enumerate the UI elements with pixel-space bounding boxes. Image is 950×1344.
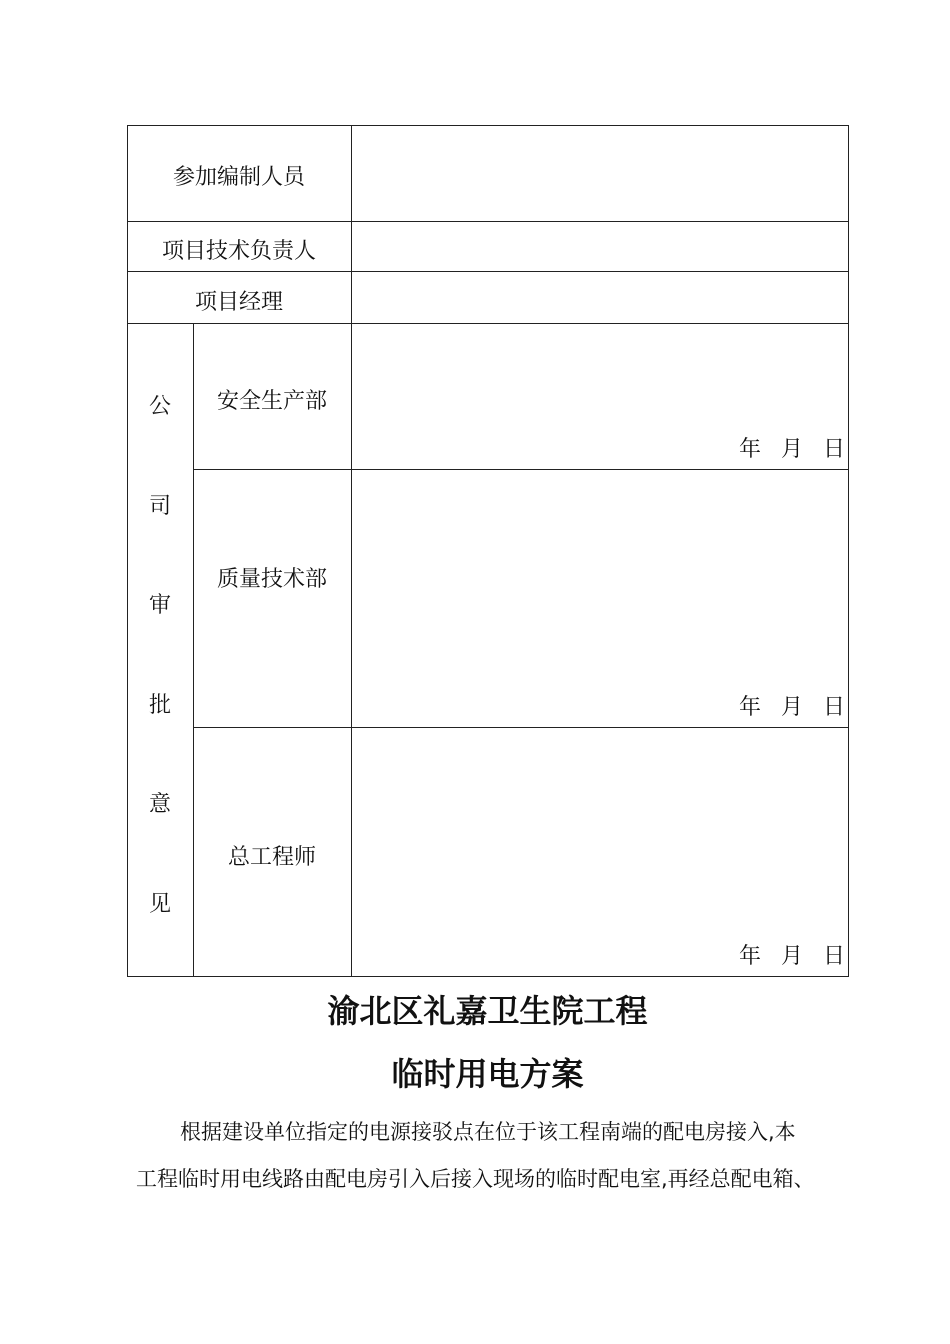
- table-line: [127, 271, 849, 272]
- table-line: [193, 323, 194, 977]
- label-chief-engineer: 总工程师: [227, 845, 316, 870]
- document-title-line1: 渝北区礼嘉卫生院工程: [327, 992, 648, 1030]
- label-dept-quality: 质量技术部: [216, 567, 327, 592]
- label-participants: 参加编制人员: [172, 165, 305, 190]
- label-tech-lead: 项目技术负责人: [161, 239, 316, 264]
- date-chief: 年 月 日: [739, 944, 847, 969]
- table-line: [351, 125, 352, 977]
- table-line: [127, 976, 849, 977]
- body-paragraph-line2: 工程临时用电线路由配电房引入后接入现场的临时配电室,再经总配电箱、: [136, 1167, 815, 1191]
- table-line: [127, 125, 849, 126]
- date-quality: 年 月 日: [739, 695, 847, 720]
- company-approval-char: 司: [148, 494, 171, 519]
- label-dept-safety: 安全生产部: [216, 389, 327, 414]
- approval-table: [127, 125, 849, 977]
- company-approval-char: 批: [148, 693, 171, 718]
- document-title-line2: 临时用电方案: [391, 1055, 584, 1093]
- table-line: [193, 469, 849, 470]
- table-line: [127, 221, 849, 222]
- company-approval-char: 审: [148, 593, 171, 618]
- table-line: [848, 125, 849, 977]
- company-approval-char: 公: [148, 394, 171, 419]
- label-project-manager: 项目经理: [194, 290, 283, 315]
- table-line: [127, 323, 849, 324]
- body-paragraph-line1: 根据建设单位指定的电源接驳点在位于该工程南端的配电房接入,本: [180, 1120, 796, 1144]
- date-safety: 年 月 日: [739, 437, 847, 462]
- table-line: [193, 727, 849, 728]
- company-approval-char: 意: [148, 792, 171, 817]
- company-approval-char: 见: [148, 892, 171, 917]
